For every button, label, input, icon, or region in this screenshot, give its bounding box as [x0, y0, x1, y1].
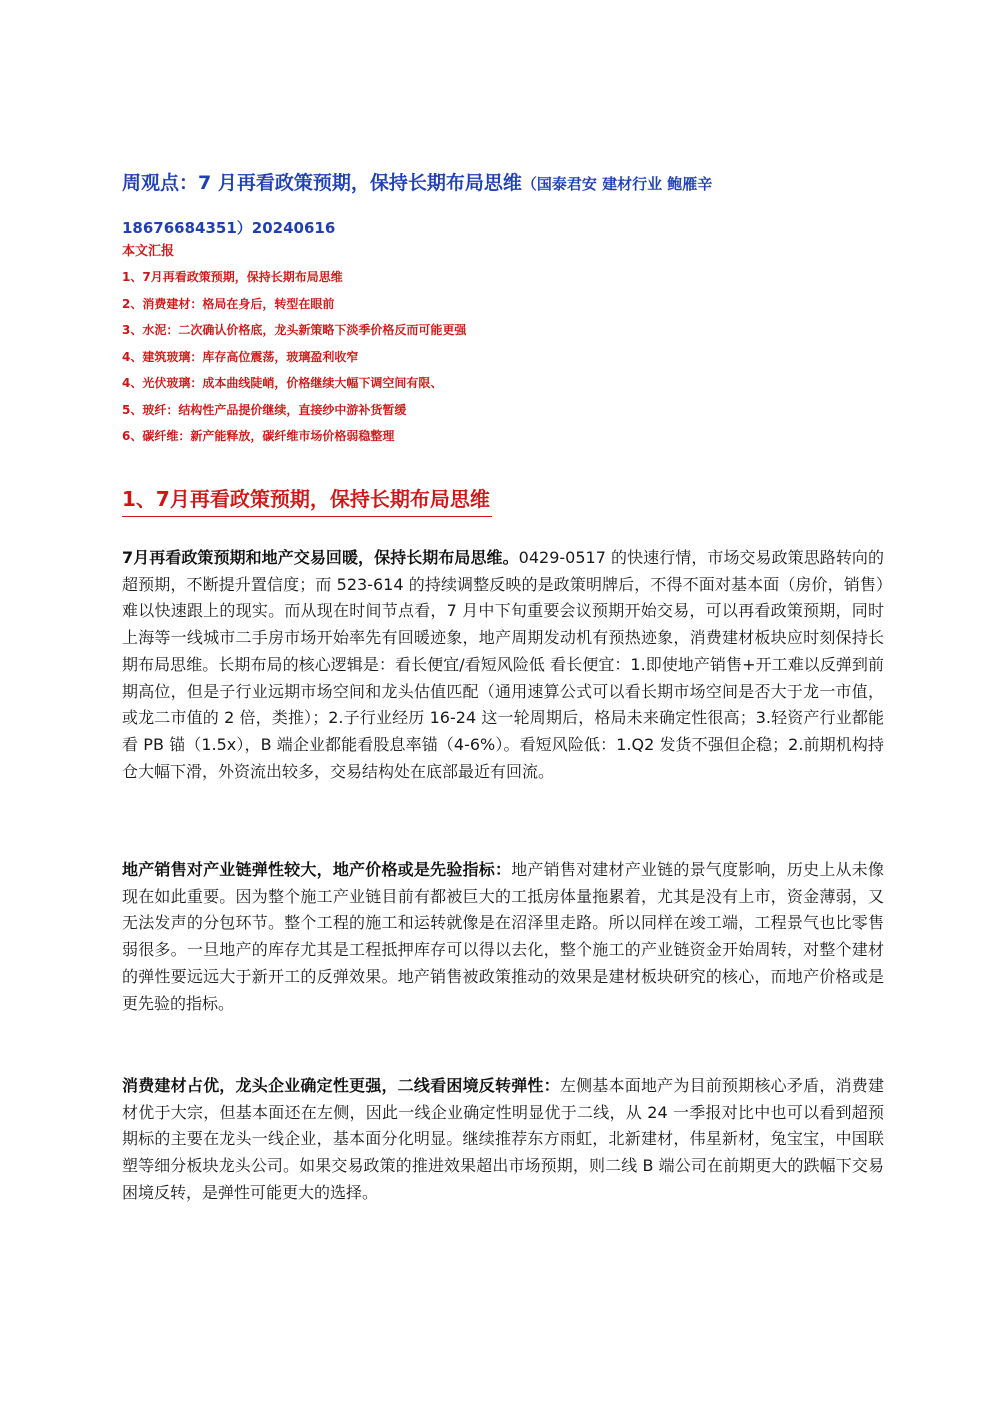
title-date-line: 18676684351）20240616 [122, 219, 336, 237]
title-text: 周观点：7 月再看政策预期，保持长期布局思维 [122, 172, 522, 194]
paragraph-body: 左侧基本面地产为目前预期核心矛盾，消费建材优于大宗，但基本面还在左侧，因此一线企业确定性明显优于二线，从 24 一季报对比中也可以看到超预期标的主要在龙头一线企业，基本面分化明显。继续推荐东方雨虹，北新建材，伟星新材，兔宝宝，中国联塑等细分板块龙头公司。如果交易政策的推进效果超出市场预期，则二线 B 端公司在前期更大的跌幅下交易困境反转，是弹性可能更大的选择。 [122, 1076, 884, 1202]
paragraph-lead: 7月再看政策预期和地产交易回暖，保持长期布局思维。 [122, 548, 519, 567]
toc-item: 4、建筑玻璃：库存高位震荡，玻璃盈利收窄 [122, 349, 359, 364]
toc-item: 4、光伏玻璃：成本曲线陡峭，价格继续大幅下调空间有限、 [122, 376, 443, 390]
title-source: （国泰君安 建材行业 鲍雁辛 [521, 175, 713, 193]
document-title [122, 162, 912, 250]
paragraph-lead: 地产销售对产业链弹性较大，地产价格或是先验指标： [122, 860, 512, 879]
toc-item: 3、水泥：二次确认价格底，龙头新策略下淡季价格反而可能更强 [122, 323, 467, 337]
paragraph [122, 857, 884, 1017]
toc-item: 6、碳纤维：新产能释放，碳纤维市场价格弱稳整理 [122, 429, 395, 443]
toc-item: 2、消费建材：格局在身后，转型在眼前 [122, 296, 335, 311]
table-of-contents [122, 240, 882, 450]
paragraph [122, 1073, 884, 1207]
toc-item: 5、玻纤：结构性产品提价继续，直接纱中游补货暂缓 [122, 402, 407, 417]
toc-heading: 本文汇报 [122, 244, 175, 259]
paragraph-body: 地产销售对建材产业链的景气度影响，历史上从未像现在如此重要。因为整个施工产业链目前有都被巨大的工抵房体量拖累着，尤其是没有上市，资金薄弱，又无法发声的分包环节。整个工程的施工和运转就像是在沼泽里走路。所以同样在竣工端，工程景气也比零售弱很多。一旦地产的库存尤其是工程抵押库存可以得以去化，整个施工的产业链资金开始周转，对整个建材的弹性要远远大于新开工的反弹效果。地产销售被政策推动的效果是建材板块研究的核心，而地产价格或是更先验的指标。 [122, 860, 884, 1013]
paragraph-lead: 消费建材占优，龙头企业确定性更强，二线看困境反转弹性： [122, 1076, 560, 1095]
section-heading: 1、7月再看政策预期，保持长期布局思维 [122, 482, 492, 517]
paragraph-body: 0429-0517 的快速行情，市场交易政策思路转向的超预期，不断提升置信度；而 523-614 的持续调整反映的是政策明牌后，不得不面对基本面（房价，销售）难以快速跟上的现实。而从现在时间节点看，7 月中下旬重要会议预期开始交易，可以再看政策预期，同时上海等一线城市二手房市场开始率先有回暖迹象，地产周期发动机有预热迹象，消费建材板块应时刻保持长期布局思维。长期布局的核心逻辑是：看长便宜/看短风险低 看长便宜：1.即使地产销售+开工难以反弹到前期高位，但是子行业远期市场空间和龙头估值匹配（通用速算公式可以看长期市场空间是否大于龙一市值，或龙二市值的 2 倍，类推）；2.子行业经历 16-24 这一轮周期后，格局未来确定性很高；3.轻资产行业都能看 PB 锚（1.5x），B 端企业都能看股息率锚（4-6%）。看短风险低：1.Q2 发货不强但企稳；2.前期机构持仓大幅下滑，外资流出较多，交易结构处在底部最近有回流。 [122, 548, 884, 781]
paragraph [122, 545, 884, 785]
toc-item: 1、7月再看政策预期，保持长期布局思维 [122, 270, 343, 284]
